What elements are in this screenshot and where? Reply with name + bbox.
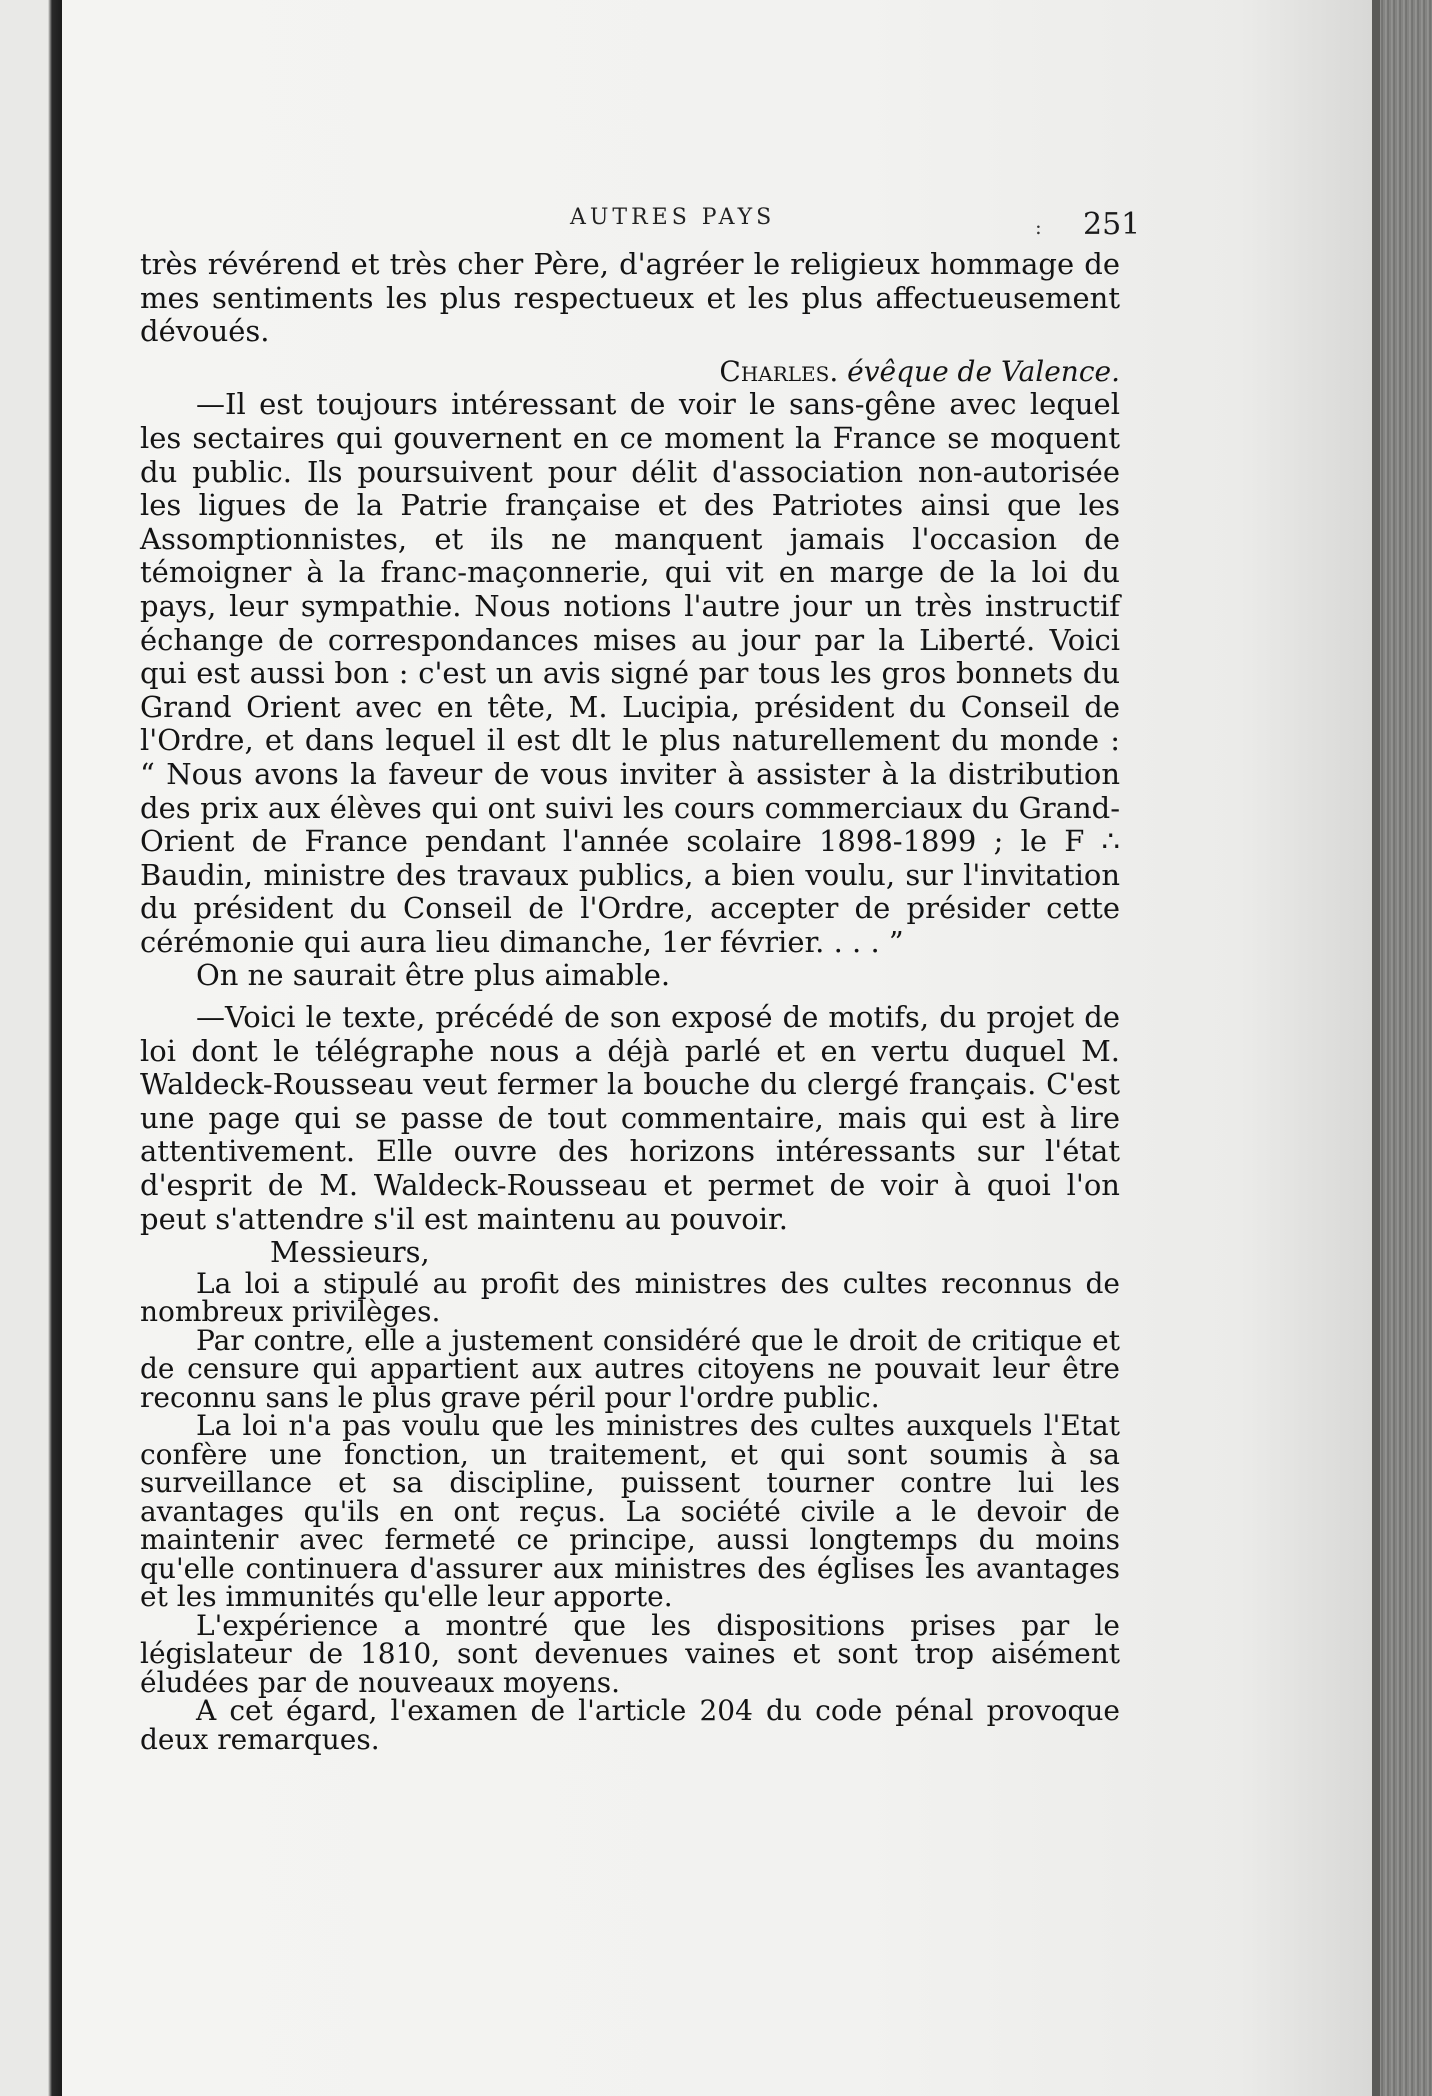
signature-title: évêque de Valence. bbox=[847, 354, 1120, 388]
signature-name: Charles. bbox=[719, 354, 839, 388]
paragraph-aimable: On ne saurait être plus aimable. bbox=[196, 958, 671, 993]
header-mark: : bbox=[1035, 215, 1042, 239]
running-title: AUTRES PAYS bbox=[570, 205, 776, 230]
page-header bbox=[0, 205, 1432, 245]
signature bbox=[140, 355, 1120, 389]
book-binding-edge bbox=[0, 0, 62, 2096]
page-edges bbox=[1372, 0, 1432, 2096]
page-body bbox=[140, 248, 1120, 1754]
page-number: 251 bbox=[1083, 207, 1141, 242]
paragraph-projet-de-loi: —Voici le texte, précédé de son exposé de motifs, du projet de loi dont le télégraphe nous a déjà parlé et en vertu duquel M. Waldeck-Rousseau veut fermer la bouche du clergé français. C'est une page qui se passe de tout commentaire, mais qui est à lire attentivement. Elle ouvre des horizons intéressants sur l'état d'esprit de M. Waldeck-Rousseau et permet de voir à quoi l'on peut s'attendre s'il est maintenu au pouvoir. bbox=[140, 1000, 1120, 1236]
paragraph-privileges: La loi a stipulé au profit des ministres des cultes reconnus de nombreux privilèges. bbox=[140, 1266, 1120, 1329]
paragraph-fonction: La loi n'a pas voulu que les ministres des cultes auxquels l'Etat confère une fonction, un traitement, et qui sont soumis à sa surveillance et sa discipline, puissent tourner contre lui les avantages qu'ils en ont reçus. La société civile a le devoir de maintenir avec fermeté ce principe, aussi longtemps du moins qu'elle continuera d'assurer aux ministres des églises les avantages et les immunités qu'elle leur apporte. bbox=[140, 1409, 1120, 1614]
paragraph-experience: L'expérience a montré que les dispositions prises par le législateur de 1810, sont devenues vaines et sont trop aisément éludées par de nouveaux moyens. bbox=[140, 1608, 1120, 1699]
paragraph-sectaires: —Il est toujours intéressant de voir le sans-gêne avec lequel les sectaires qui gouvernent en ce moment la France se moquent du public. Ils poursuivent pour délit d'association non-autorisée les ligues de la Patrie française et des Patriotes ainsi que les Assomptionnistes, et ils ne manquent jamais l'occasion de témoigner à la franc-maçonnerie, qui vit en marge de la loi du pays, leur sympathie. Nous notions l'autre jour un très instructif échange de correspondances mises au jour par la Liberté. Voici qui est aussi bon : c'est un avis signé par tous les gros bonnets du Grand Orient avec en tête, M. Lucipia, président du Conseil de l'Ordre, et dans lequel il est dlt le plus naturellement du monde : “ Nous avons la faveur de vous inviter à assister à la distribution des prix aux élèves qui ont suivi les cours commerciaux du Grand-Orient de France pendant l'année scolaire 1898-1899 ; le F ∴ Baudin, ministre des travaux publics, a bien voulu, sur l'invitation du président du Conseil de l'Ordre, accepter de présider cette cérémonie qui aura lieu dimanche, 1er février. . . . ” bbox=[140, 387, 1120, 959]
salutation: Messieurs, bbox=[270, 1235, 430, 1270]
paragraph-article-204: A cet égard, l'examen de l'article 204 du code pénal provoque deux remarques. bbox=[140, 1694, 1120, 1756]
paragraph-critique: Par contre, elle a justement considéré que le droit de critique et de censure qui appartient aux autres citoyens ne pouvait leur être reconnu sans le plus grave péril pour l'ordre public. bbox=[140, 1323, 1120, 1414]
paragraph-letter-closing: très révérend et très cher Père, d'agréer le religieux hommage de mes sentiments les plus respectueux et les plus affectueusement dévoués. bbox=[140, 247, 1120, 349]
